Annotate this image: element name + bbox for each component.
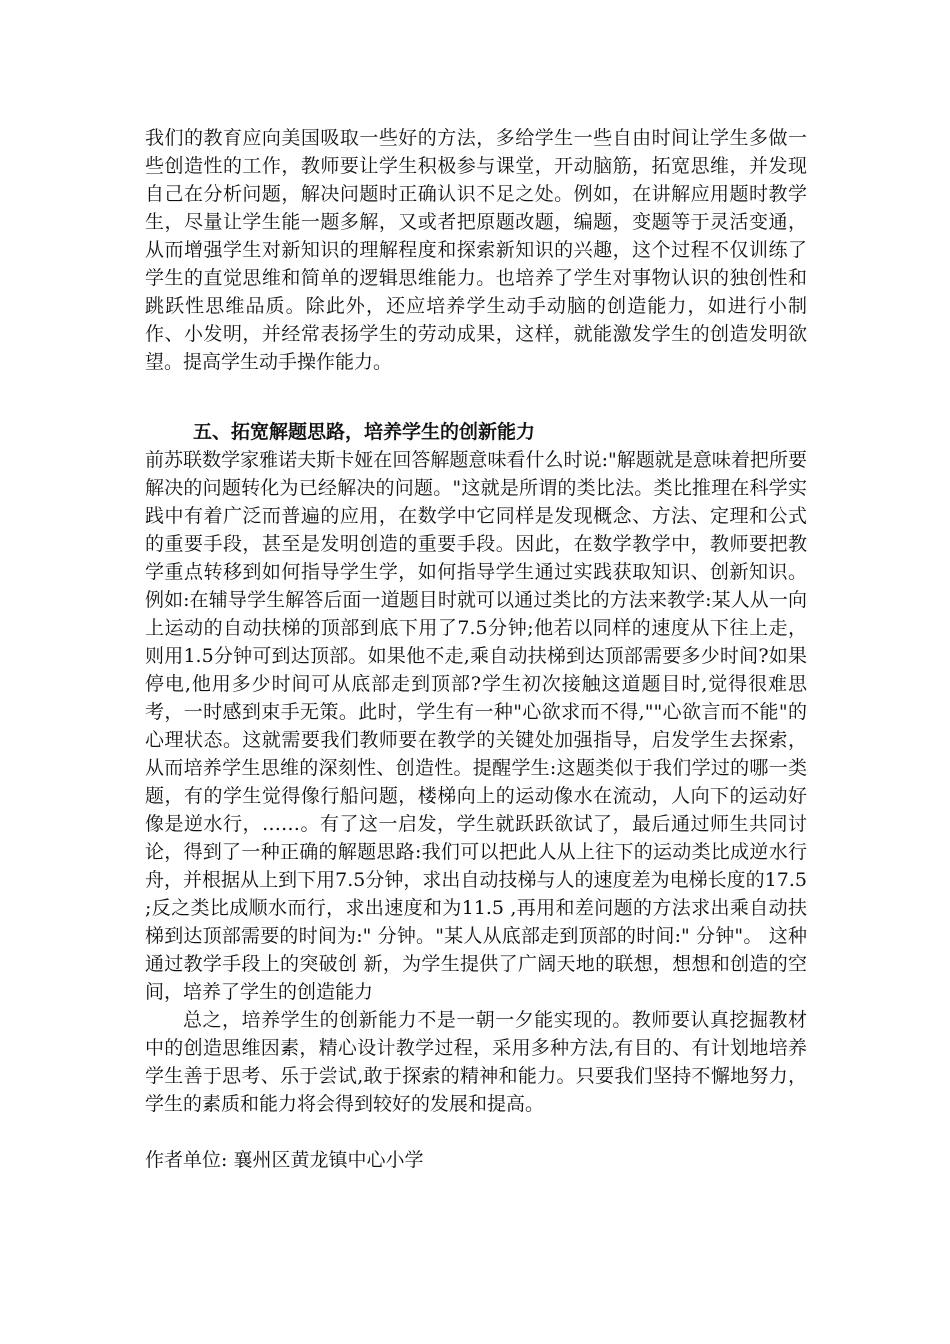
document-page — [145, 124, 807, 1174]
body-paragraph-3: 总之，培养学生的创新能力不是一朝一夕能实现的。教师要认真挖掘教材中的创造思维因素，精心设计教学过程，采用多种方法,有目的、有计划地培养学生善于思考、乐于尝试,敢于探索的精神和能力。只要我们坚持不懈地努力，学生的素质和能力将会得到较好的发展和提高。 — [145, 1009, 807, 1115]
section-heading: 五、拓宽解题思路，培养学生的创新能力 — [193, 421, 536, 443]
paragraph-spacer — [145, 1118, 807, 1146]
author-unit: 作者单位: 襄州区黄龙镇中心小学 — [145, 1149, 424, 1171]
body-paragraph-2: 前苏联数学家雅诺夫斯卡娅在回答解题意味看什么时说:"解题就是意味着把所要解决的问题转化为已经解决的问题。"这就是所谓的类比法。类比推理在科学实践中有着广泛而普遍的应用，在数学中它同样是发现概念、方法、定理和公式的重要手段，甚至是发明创造的重要手段。因此，在数学教学中，教师要把教学重点转移到如何指导学生学，如何指导学生通过实践获取知识、创新知识。例如:在辅导学生解答后面一道题目时就可以通过类比的方法来教学:某人从一向上运动的自动扶梯的顶部到底下用了7.5分钟;他若以同样的速度从下往上走，则用1.5分钟可到达顶部。如果他不走,乘自动扶梯到达顶部需要多少时间?如果停电,他用多少时间可从底部走到顶部?学生初次接触这道题目时,觉得很难思考，一时感到束手无策。此时，学生有一种"心欲求而不得,""心欲言而不能"的心理状态。这就需要我们教师要在教学的关键处加强指导，启发学生去探索，从而培养学生思维的深刻性、创造性。提醒学生:这题类似于我们学过的哪一类题，有的学生觉得像行船问题，楼梯向上的运动像水在流动，人向下的运动好像是逆水行，……。有了这一启发，学生就跃跃欲试了，最后通过师生共同讨论，得到了一种正确的解题思路:我们可以把此人从上往下的运动类比成逆水行舟，并根据从上到下用7.5分钟，求出自动技梯与人的速度差为电梯长度的17.5 ;反之类比成顺水而行，求出速度和为11.5 ,再用和差问题的方法求出乘自动扶梯到达顶部需要的时间为:" 分钟。"某人从底部走到顶部的时间:" 分钟"。 这种通过教学手段上的突破创 新，为学生提供了广阔天地的联想，想想和创造的空间，培养了学生的创造能力 — [145, 449, 807, 1003]
body-paragraph-1: 我们的教育应向美国吸取一些好的方法，多给学生一些自由时间让学生多做一些创造性的工作，教师要让学生积极参与课堂，开动脑筋，拓宽思维，并发现自己在分析问题，解决问题时正确认识不足之处。例如，在讲解应用题时教学生，尽量让学生能一题多解，又或者把原题改题，编题，变题等于灵活变通，从而增强学生对新知识的理解程度和探索新知识的兴趣，这个过程不仅训练了学生的直觉思维和简单的逻辑思维能力。也培养了学生对事物认识的独创性和跳跃性思维品质。除此外，还应培养学生动手动脑的创造能力，如进行小制作、小发明，并经常表扬学生的劳动成果，这样，就能激发学生的创造发明欲望。提高学生动手操作能力。 — [145, 127, 807, 373]
paragraph-spacer — [145, 376, 807, 404]
